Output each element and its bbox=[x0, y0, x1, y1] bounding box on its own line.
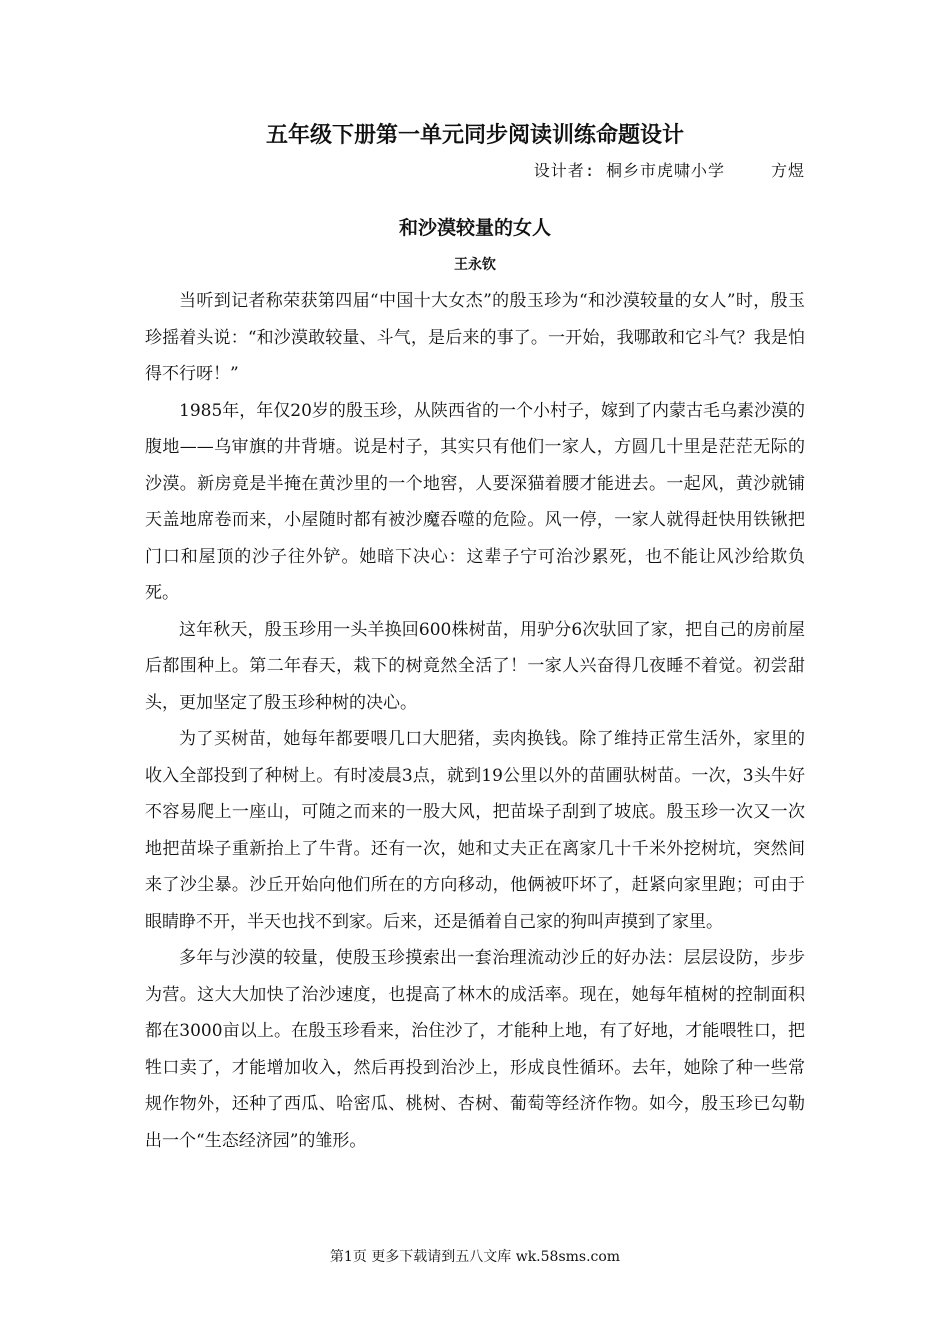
paragraph: 1985年，年仅20岁的殷玉珍，从陕西省的一个小村子，嫁到了内蒙古毛乌素沙漠的腹地——乌审旗的井背塘。说是村子，其实只有他们一家人，方圆几十里是茫茫无际的沙漠。新房竟是半掩在黄沙里的一个地窖，人要深猫着腰才能进去。一起风，黄沙就铺天盖地席卷而来，小屋随时都有被沙魔吞噬的危险。风一停，一家人就得赶快用铁锹把门口和屋顶的沙子往外铲。她暗下决心：这辈子宁可治沙累死，也不能让风沙给欺负死。 bbox=[145, 400, 805, 603]
paragraph: 当听到记者称荣获第四届“中国十大女杰”的殷玉珍为“和沙漠较量的女人”时，殷玉珍摇着头说：“和沙漠敢较量、斗气，是后来的事了。一开始，我哪敢和它斗气？我是怕得不行呀！” bbox=[145, 291, 805, 384]
paragraph: 多年与沙漠的较量，使殷玉珍摸索出一套治理流动沙丘的好办法：层层设防，步步为营。这大大加快了治沙速度，也提高了林木的成活率。现在，她每年植树的控制面积都在3000亩以上。在殷玉珍看来，治住沙了，才能种上地，有了好地，才能喂牲口，把牲口卖了，才能增加收入，然后再投到治沙上，形成良性循环。去年，她除了种一些常规作物外，还种了西瓜、哈密瓜、桃树、杏树、葡萄等经济作物。如今，殷玉珍已勾勒出一个“生态经济园”的雏形。 bbox=[145, 948, 805, 1151]
article-author: 王永钦 bbox=[454, 257, 496, 273]
designer-name: 方煜 bbox=[770, 161, 805, 180]
designer-label: 设计者: 桐乡市虎啸小学 bbox=[533, 161, 725, 180]
article-body bbox=[145, 283, 805, 1159]
paragraph: 这年秋天，殷玉珍用一头羊换回600株树苗，用驴分6次驮回了家，把自己的房前屋后都围种上。第二年春天，栽下的树竟然全活了！一家人兴奋得几夜睡不着觉。初尝甜头，更加坚定了殷玉珍种树的决心。 bbox=[145, 619, 805, 713]
document-title: 五年级下册第一单元同步阅读训练命题设计 bbox=[265, 123, 684, 148]
page-footer: 第1页 更多下载请到五八文库 wk.58sms.com bbox=[329, 1249, 621, 1265]
designer-line bbox=[534, 158, 805, 181]
article-title: 和沙漠较量的女人 bbox=[398, 217, 551, 239]
paragraph: 为了买树苗，她每年都要喂几口大肥猪，卖肉换钱。除了维持正常生活外，家里的收入全部投到了种树上。有时凌晨3点，就到19公里以外的苗圃驮树苗。一次，3头牛好不容易爬上一座山，可随之而来的一股大风，把苗垛子刮到了坡底。殷玉珍一次又一次地把苗垛子重新抬上了牛背。还有一次，她和丈夫正在离家几十千米外挖树坑，突然间来了沙尘暴。沙丘开始向他们所在的方向移动，他俩被吓坏了，赶紧向家里跑；可由于眼睛睁不开，半天也找不到家。后来，还是循着自己家的狗叫声摸到了家里。 bbox=[145, 729, 805, 932]
